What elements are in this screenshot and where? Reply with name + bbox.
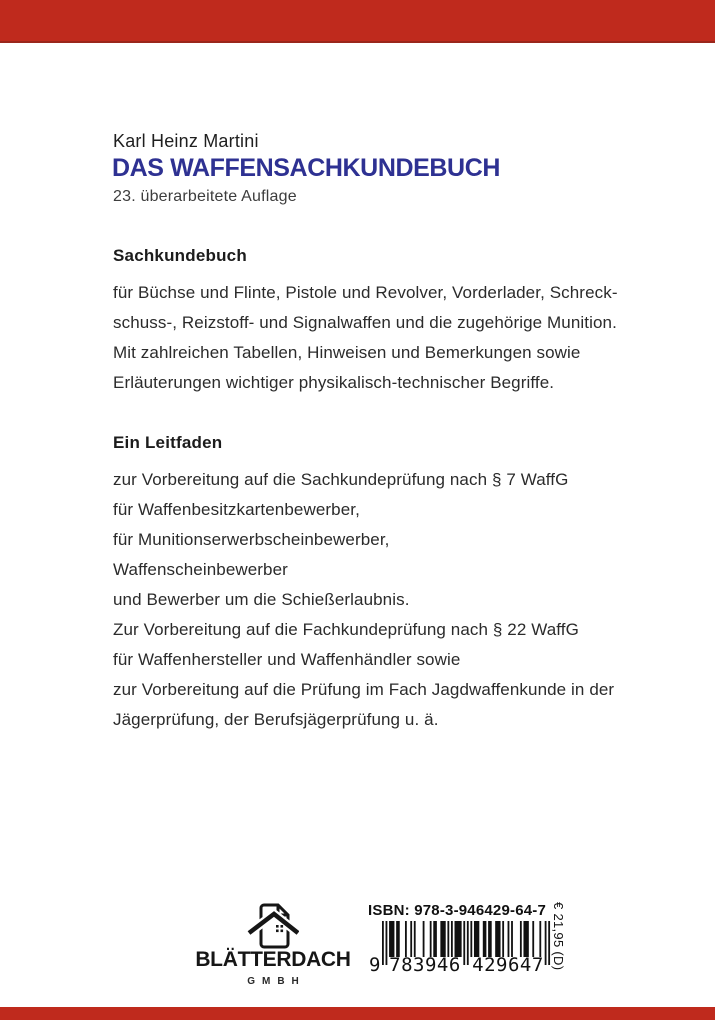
- price-label: € 21,95 (D): [551, 902, 566, 971]
- isbn-barcode: [368, 902, 573, 994]
- blurb-line: Waffenscheinbewerber: [113, 560, 288, 579]
- author-name: Karl Heinz Martini: [113, 131, 259, 151]
- blurb-line: Mit zahlreichen Tabellen, Hinweisen und Bemerkungen sowie: [113, 343, 581, 362]
- blurb-section-leitfaden: [113, 432, 623, 735]
- isbn-label: ISBN: 978-3-946429-64-7: [368, 902, 547, 919]
- edition-note: 23. überarbeitete Auflage: [113, 188, 297, 205]
- blurb-line: schuss-, Reizstoff- und Signalwaffen und die zugehörige Munition.: [113, 313, 617, 332]
- barcode-digit-group: 9: [369, 954, 381, 976]
- blurb-line: Jägerprüfung, der Berufsjägerprüfung u. ä.: [113, 710, 439, 729]
- blurb-line: zur Vorbereitung auf die Sachkundeprüfung nach § 7 WaffG: [113, 470, 569, 489]
- blurb-section-sachkundebuch: [113, 245, 623, 398]
- top-red-bar: [0, 0, 715, 43]
- blurb-line: zur Vorbereitung auf die Prüfung im Fach Jagdwaffenkunde in der: [113, 680, 615, 699]
- blurb-line: und Bewerber um die Schießerlaubnis.: [113, 590, 410, 609]
- blurb-line: für Waffenhersteller und Waffenhändler sowie: [113, 650, 461, 669]
- blaetterdach-house-page-icon: [247, 902, 299, 952]
- barcode-digit-group: 429647: [472, 954, 544, 976]
- bottom-red-bar: [0, 1007, 715, 1020]
- blurb-line: für Waffenbesitzkartenbewerber,: [113, 500, 360, 519]
- blurb-heading: Ein Leitfaden: [113, 433, 223, 452]
- blurb-line: Zur Vorbereitung auf die Fachkundeprüfung nach § 22 WaffG: [113, 620, 579, 639]
- blurb-line: für Büchse und Flinte, Pistole und Revolver, Vorderlader, Schreck-: [113, 283, 618, 302]
- blurb-heading: Sachkundebuch: [113, 246, 247, 265]
- blurb-line: Erläuterungen wichtiger physikalisch-technischer Begriffe.: [113, 373, 555, 392]
- publisher-suffix: GMBH: [247, 976, 306, 987]
- barcode-digit-group: 783946: [389, 954, 461, 976]
- publisher-name: BLÄTTERDACH: [195, 948, 351, 971]
- book-title: DAS WAFFENSACHKUNDEBUCH: [112, 154, 501, 182]
- blurb-line: für Munitionserwerbscheinbewerber,: [113, 530, 390, 549]
- footer: [0, 898, 715, 998]
